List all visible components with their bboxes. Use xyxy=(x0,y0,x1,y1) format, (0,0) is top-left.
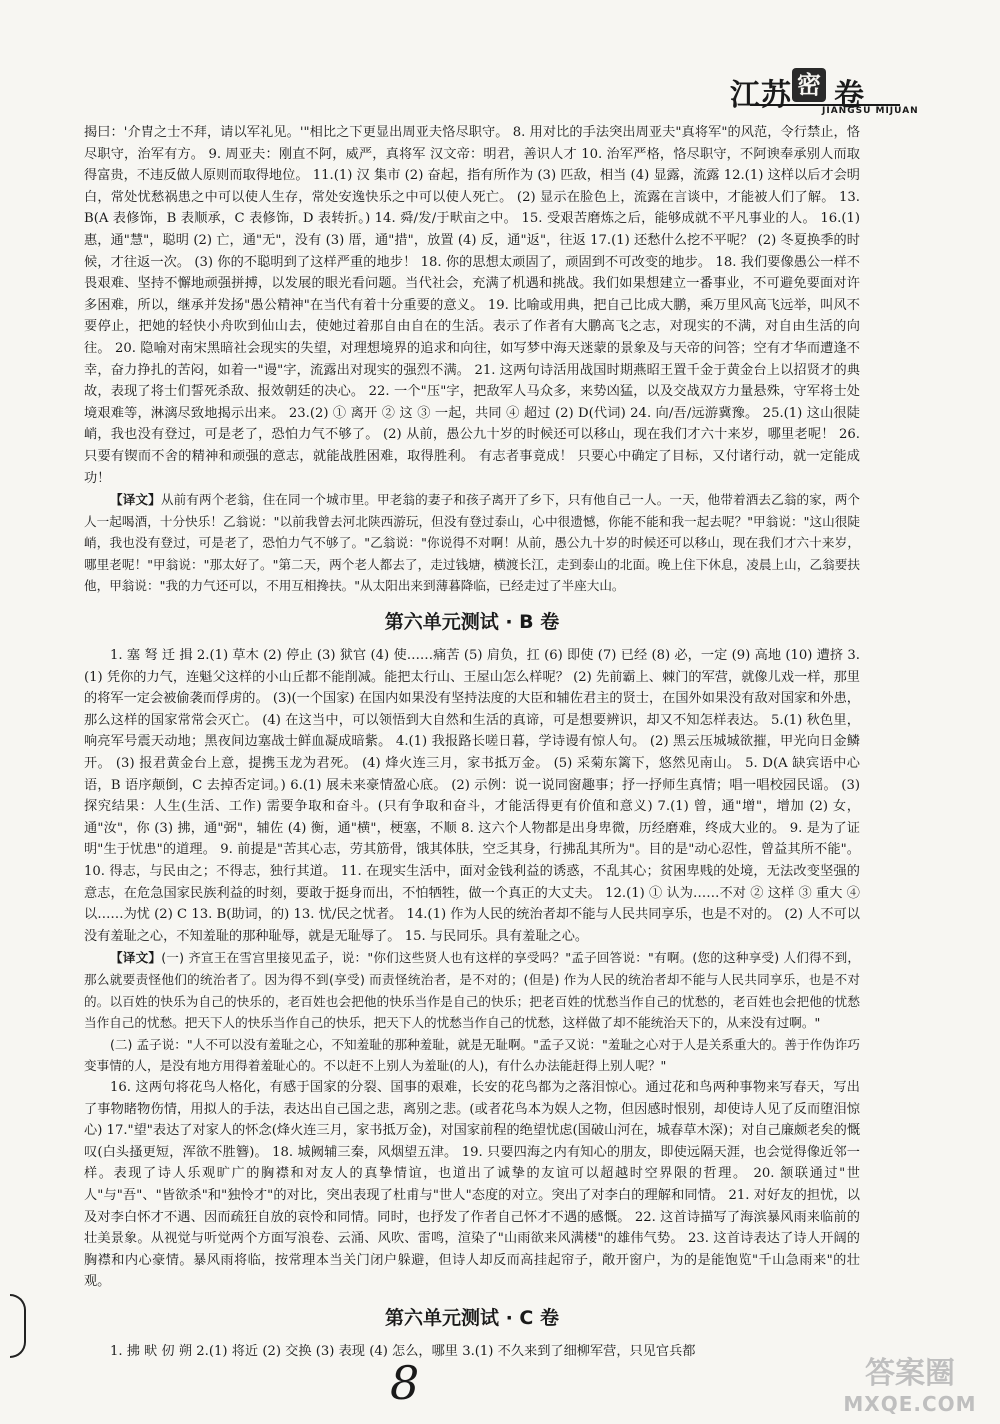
binding-margin-mark xyxy=(10,1294,26,1358)
brand-name-right: 卷 xyxy=(834,78,865,113)
watermark-url: MXQE.COM xyxy=(843,1392,977,1416)
brand-romanization: JIANGSU MIJUAN xyxy=(822,106,919,116)
answers-block-a: 揭曰：'介胄之士不拜，请以军礼见。'"相比之下更显出周亚夫恪尽职守。 8. 用对比的手法突出周亚夫"真将军"的风范，令行禁止，恪尽职守，治军有方。 9. 周亚夫：刚直不阿，威严，真将军 汉文帝：明君，善识人才 10. 治军严格，恪尽职守，不阿谀奉承别人而取得富贵，不违反做人原则而取得地位。 11.(1) 汉 集市 (2) 奋起，指有所作为 (3) 匹敌，相当 (4) 显露，流露 12.(1) 这样以后才会明白，常处忧愁祸患之中可以使人生存，常处安逸快乐之中可以使人死亡。 (2) 显示在脸色上，流露在言谈中，才能被人们了解。 13. B(A 表修饰，B 表顺承，C 表修饰，D 表转折。) 14. 舜/发/于畎亩之中。 15. 受艰苦磨炼之后，能够成就不平凡事业的人。 16.(1) 惠，通"慧"，聪明 (2) 亡，通"无"，没有 (3) 厝，通"措"，放置 (4) 反，通"返"，往返 17.(1) 还愁什么挖不平呢？ (2) 冬夏换季的时候，才往返一次。 (3) 你的不聪明到了这样严重的地步！ 18. 你的思想太顽固了，顽固到不可改变的地步。 18. 我们要像愚公一样不畏艰难、坚持不懈地顽强拼搏，以发展的眼光看问题。当代社会，充满了机遇和挑战。我们如果想建立一番事业，不可避免要面对许多困难，所以，继承并发扬"愚公精神"在当代有着十分重要的意义。 19. 比喻或用典，把自己比成大鹏，乘万里风高飞远举，叫风不要停止，把她的轻快小舟吹到仙山去，使她过着那自由自在的生活。表示了作者有大鹏高飞之志，对现实的不满，对自由生活的向往。 20. 隐喻对南宋黑暗社会现实的失望，对理想境界的追求和向往，如写梦中海天迷蒙的景象及与天帝的问答；空有才华而遭逢不幸，奋力挣扎的苦闷，如着一"谩"字，流露出对现实的强烈不满。 21. 这两句诗活用战国时期燕昭王置千金于黄金台上以招贤才的典故，表现了将士们誓死杀敌、报效朝廷的决心。 22. 一个"压"字，把敌军人马众多，来势凶猛，以及交战双方力量悬殊，守军将士处境艰难等，淋漓尽致地揭示出来。 23.(2) ① 离开 ② 这 ③ 一起，共同 ④ 超过 (2) D(代词) 24. 向/吾/远游冀豫。 25.(1) 这山很陡峭，我也没有登过，可是老了，恐怕力气不够了。 (2) 从前，愚公九十岁的时候还可以移山，现在我们才六十来岁，哪里老呢！ 26. 只要有锲而不舍的精神和顽强的意志，就能战胜困难，取得胜利。 有志者事竟成！ 只要心中确定了目标，又付诸行动，就一定能成功！ xyxy=(84,125,860,486)
translation-text: (一) 齐宣王在雪宫里接见孟子，说："你们这些贤人也有这样的享受吗？"孟子回答说："有啊。(您的这种享受) 人们得不到，那么就要责怪他们的统治者了。因为得不到(享受) 而责怪统治者，是不对的；(但是) 作为人民的统治者却不能与人民共同享乐，也是不对的。以百姓的快乐为自己的快乐的，老百姓也会把他的快乐当作是自己的快乐；把老百姓的忧愁当作自己的忧愁的，老百姓也会把他的忧愁当作自己的忧愁。把天下人的快乐当作自己的快乐，把天下人的忧愁当作自己的忧愁，这样做了却不能统治天下的，从来没有过啊。" xyxy=(84,950,860,1031)
answers-block-b-poetry: 16. 这两句将花鸟人格化，有感于国家的分裂、国事的艰难，长安的花鸟都为之落泪惊心。通过花和鸟两种事物来写春天，写出了事物睹物伤情，用拟人的手法，表达出自己国之悲，离别之悲。(或者花鸟本为娱人之物，但因感时恨别，却使诗人见了反而堕泪惊心) 17."望"表达了对家人的怀念(烽火连三月，家书抵万金)，对国家前程的绝望忧虑(国破山河在，城春草木深)；对自己廉颇老矣的慨叹(白头搔更短，浑欲不胜簪)。 18. 城阙辅三秦，风烟望五津。 19. 只要四海之内有知心的朋友，即使远隔天涯，也会觉得像近邻一样。表现了诗人乐观旷广的胸襟和对友人的真挚情谊，也道出了诚挚的友谊可以超越时空界限的哲理。 20. 颔联通过"世人"与"吾"、"皆欲杀"和"独怜才"的对比，突出表现了杜甫与"世人"态度的对立。突出了对李白的理解和同情。 21. 对好友的担忧，以及对李白怀才不遇、因而疏狂自放的哀怜和同情。同时，也抒发了作者自己怀才不遇的感慨。 22. 这首诗描写了海滨暴风雨来临前的壮美景象。从视觉与听觉两个方面写浪卷、云涌、风吹、雷鸣，渲染了"山雨欲来风满楼"的雄伟气势。 23. 这首诗表达了诗人开阔的胸襟和内心豪情。暴风雨将临，按常理本当关门闭户躲避，但诗人却反而高挂起帘子，敞开窗户，为的是能饱览"千山急雨来"的壮观。 xyxy=(84,1079,860,1290)
translation-paragraph xyxy=(84,947,860,1033)
translation-paragraph: (二) 孟子说："人不可以没有羞耻之心，不知羞耻的那种羞耻，就是无耻啊。"孟子又说："羞耻之心对于人是关系重大的。善于作伪诈巧变事情的人，是没有地方用得着羞耻心的。不以赶不上别人为羞耻(的人)，有什么办法能赶得上别人呢？" xyxy=(84,1036,860,1074)
brand-seal-icon: 密 xyxy=(792,68,826,102)
section-title-b: 第六单元测试 · B 卷 xyxy=(384,611,560,634)
brand-name-left: 江苏 xyxy=(730,78,792,113)
answer-text-body xyxy=(84,122,860,1362)
section-title-c: 第六单元测试 · C 卷 xyxy=(384,1306,559,1329)
page-number: 8 xyxy=(390,1356,420,1410)
answers-block-b: 1. 塞 弩 迁 揖 2.(1) 草木 (2) 停止 (3) 狱官 (4) 使……痛苦 (5) 肩负，扛 (6) 即使 (7) 已经 (8) 必，一定 (9) 高地 (10) 遭挤 3.(1) 凭你的力气，连魁父这样的小山丘都不能削减。能把太行山、王屋山怎么样呢？ (2) 先前霸上、棘门的军营，就像儿戏一样，那里的将军一定会被偷袭而俘虏的。 (3)(一个国家) 在国内如果没有坚持法度的大臣和辅佐君主的贤士，在国外如果没有敌对国家和外患，那么这样的国家常常会灭亡。 (4) 在这当中，可以领悟到大自然和生活的真谛，可是想要辨识，却又不知怎样表达。 5.(1) 秋色里，响亮军号震天动地；黑夜间边塞战士鲜血凝成暗紫。 4.(1) 我报路长嗟日暮，学诗谩有惊人句。 (2) 黑云压城城欲摧，甲光向日金鳞开。 (3) 报君黄金台上意，提携玉龙为君死。 (4) 烽火连三月，家书抵万金。 (5) 采菊东篱下，悠然见南山。 5. D(A 缺宾语中心语，B 语序颠倒，C 去掉否定词。) 6.(1) 展未来豪情盈心底。 (2) 示例：说一说同窗趣事；抒一抒师生真情；唱一唱校园民谣。 (3) 探究结果：人生(生活、工作) 需要争取和奋斗。(只有争取和奋斗，才能活得更有价值和意义) 7.(1) 曾，通"增"，增加 (2) 女，通"汝"，你 (3) 拂，通"弼"，辅佐 (4) 衡，通"横"，梗塞，不顺 8. 这六个人物都是出身卑微，历经磨难，终成大业的。 9. 是为了证明"生于忧患"的道理。 9. 前提是"苦其心志，劳其筋骨，饿其体肤，空乏其身，行拂乱其所为"。目的是"动心忍性，曾益其所不能"。 10. 得志，与民由之；不得志，独行其道。 11. 在现实生活中，面对金钱利益的诱惑，不乱其心；贫困卑贱的处境，无法改变坚强的意志，在危急国家民族利益的时刻，要敢于挺身而出，不怕牺牲，做一个真正的大丈夫。 12.(1) ① 认为……不对 ② 这样 ③ 重大 ④ 以……为忧 (2) C 13. B(助词，的) 13. 忧/民之忧者。 14.(1) 作为人民的统治者却不能与人民共同享乐，也是不对的。 (2) 人不可以没有羞耻之心，不知羞耻的那种耻辱，就是无耻辱了。 15. 与民同乐。具有羞耻之心。 xyxy=(84,648,860,944)
translation-paragraph xyxy=(84,489,860,597)
translation-tag: 【译文】 xyxy=(110,950,162,966)
site-watermark-logo xyxy=(830,1356,990,1420)
translation-text: 从前有两个老翁，住在同一个城市里。甲老翁的妻子和孩子离开了乡下，只有他自己一人。一天，他带着酒去乙翁的家，两个人一起喝酒，十分快乐！乙翁说："以前我曾去河北陕西游玩，但没有登过泰山，心中很遗憾，你能不能和我一起去呢？"甲翁说："这山很陡峭，我也没有登过，可是老了，恐怕力气不够了。"乙翁说："你说得不对啊！从前，愚公九十岁的时候还可以移山，现在我们才六十来岁，哪里老呢！"甲翁说："那太好了。"第二天，两个老人都去了，走过钱塘，横渡长江，走到泰山的北面。晚上住下休息，凌晨上山，乙翁要扶他，甲翁说："我的力气还可以，不用互相搀扶。"从太阳出来到薄暮降临，已经走过了半座大山。 xyxy=(84,492,861,594)
answers-block-c: 1. 拂 畎 仞 朔 2.(1) 将近 (2) 交换 (3) 表现 (4) 怎么，哪里 3.(1) 不久来到了细柳军营，只见官兵都 xyxy=(110,1343,696,1359)
watermark-title: 答案圈 xyxy=(865,1356,955,1391)
series-brand-logo xyxy=(730,64,920,120)
translation-tag: 【译文】 xyxy=(110,492,161,508)
